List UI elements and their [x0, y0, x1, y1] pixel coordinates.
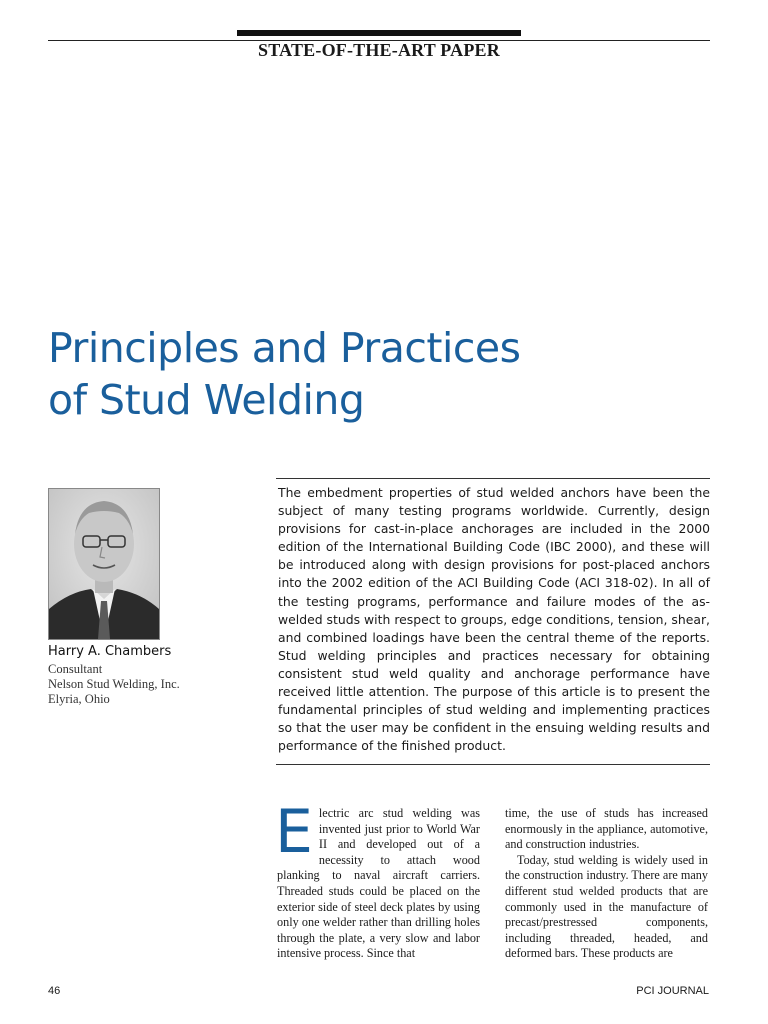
body-paragraph: Today, stud welding is widely used in the construction industry. There are many different stud welded products that are commonly used in the manufacture of precast/prestressed components, including threaded, headed, and deformed bars. These products are: [505, 852, 708, 961]
author-role: Consultant: [48, 662, 103, 676]
article-title: [48, 322, 668, 426]
drop-cap: E: [275, 797, 313, 867]
section-label: STATE-OF-THE-ART PAPER: [258, 40, 500, 60]
author-company: Nelson Stud Welding, Inc.: [48, 677, 180, 691]
body-paragraph: time, the use of studs has increased enormously in the appliance, automotive, and construction industries.: [505, 806, 708, 852]
body-paragraph: lectric arc stud welding was invented just prior to World War II and developed out of a necessity to attach wood planking to naval aircraft carriers. Threaded studs could be placed on the exterior side of steel deck plates by using only one welder rather than drilling holes through the plate, a very slow and labor intensive process. Since that: [277, 806, 480, 961]
abstract-rule-top: [276, 478, 710, 479]
author-location: Elyria, Ohio: [48, 692, 110, 706]
abstract: The embedment properties of stud welded anchors have been the subject of many testing programs worldwide. Currently, design provisions for cast-in-place anchorages are included in the 2000 edition of the International Building Code (IBC 2000), and these will be introduced along with design provisions for post-placed anchors into the 2002 edition of the ACI Building Code (ACI 318-02). In all of the testing programs, performance and failure modes of the as-welded studs with respect to groups, edge conditions, tension, shear, and combined loadings have been the central theme of the reports. Stud welding principles and practices necessary for obtaining consistent stud weld quality and anchorage performance have received little attention. The purpose of this article is to present the fundamental principles of stud welding and implementing practices so that the user may be confident in the ensuing welding results and performance of the finished product.: [278, 485, 710, 754]
title-line-2: of Stud Welding: [48, 376, 365, 424]
abstract-rule-bottom: [276, 764, 710, 765]
author-name: Harry A. Chambers: [48, 644, 172, 659]
body-column-right: [505, 806, 708, 962]
header-top-bar: [237, 30, 521, 36]
body-column-left: [275, 797, 480, 962]
journal-name: PCI JOURNAL: [636, 985, 709, 997]
page-number: 46: [48, 985, 61, 997]
author-photo: [48, 488, 160, 640]
title-line-1: Principles and Practices: [48, 324, 521, 372]
